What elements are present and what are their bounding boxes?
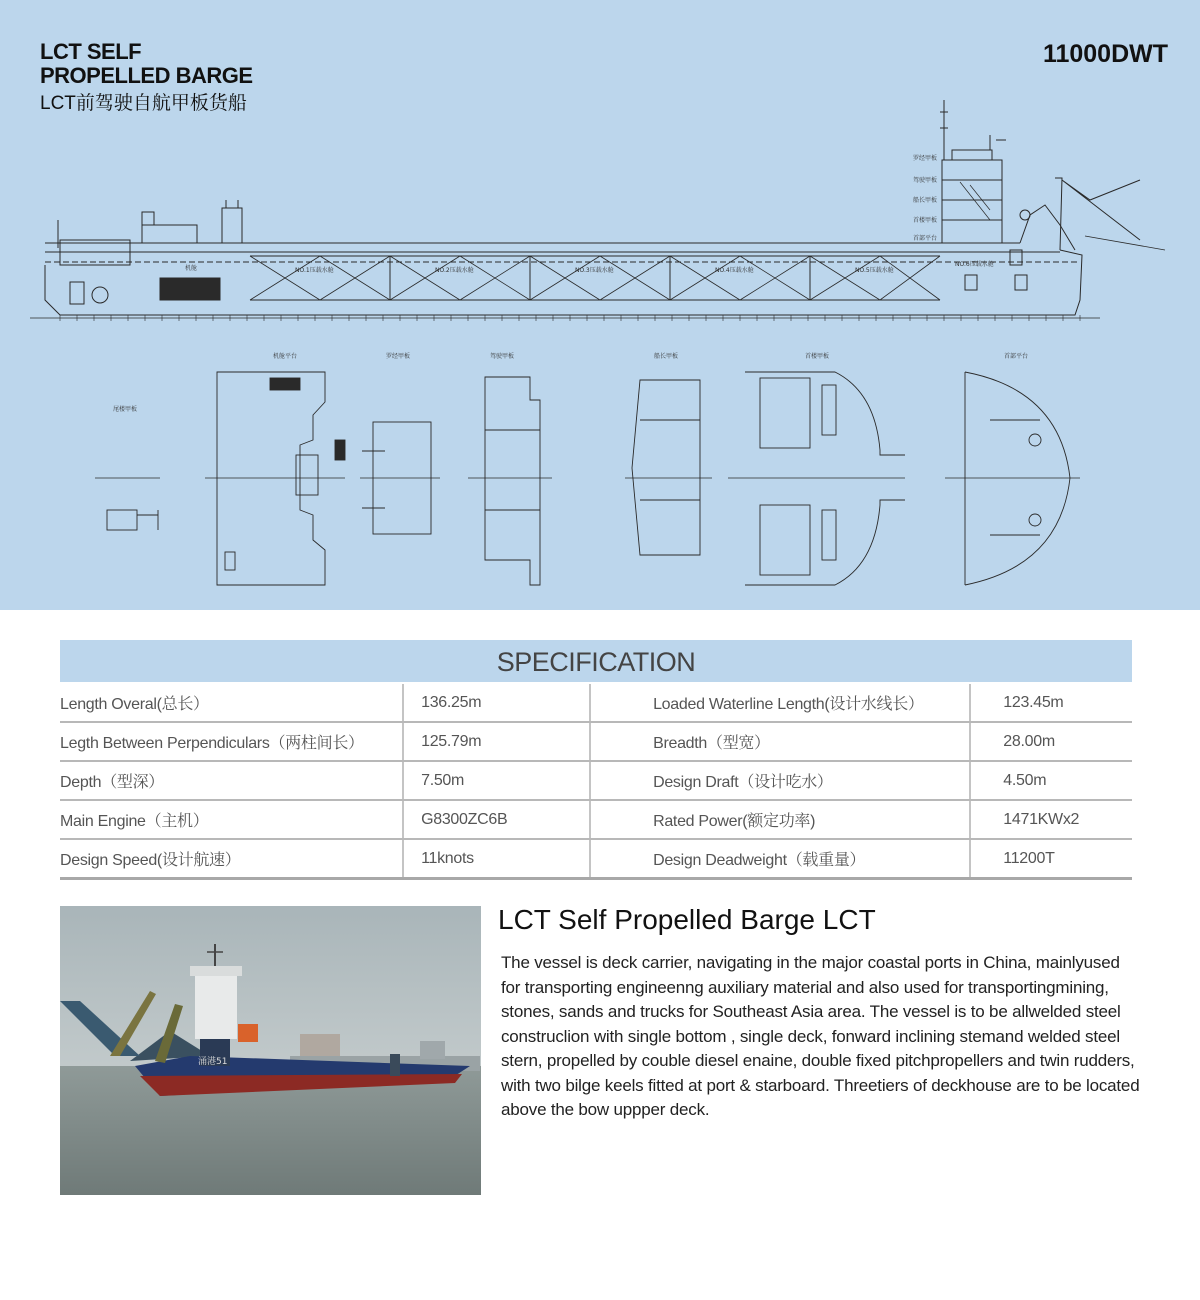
spec-label: Design Speed(设计航速） [60,839,403,879]
label-poop-deck: 尾楼甲板 [113,406,138,413]
label-forecastle-deck: 首楼甲板 [805,353,830,360]
spec-row [60,761,1132,800]
spec-label: Main Engine（主机） [60,800,403,839]
description-title: LCT Self Propelled Barge LCT [498,904,876,935]
label-engine-platform: 机舱平台 [273,353,298,360]
specification-table [60,684,1132,880]
label-engine-room: 机舱 [185,265,198,272]
spec-value: 136.25m [403,684,590,722]
spec-label: Length Overal(总长） [60,684,403,722]
vessel-photo [60,906,481,1195]
label-ballast-1: NO.1压载水舱 [295,267,334,274]
title-line-1: LCT SELF [40,39,142,64]
spec-row [60,800,1132,839]
label-compass-deck: 罗经甲板 [386,353,411,360]
ship-profile [30,100,1165,321]
label-ballast-3: NO.3压载水舱 [575,267,614,274]
document-title [40,40,253,88]
spec-label: Breadth（型宽） [590,722,970,761]
spec-value: 7.50m [403,761,590,800]
spec-label: Legth Between Perpendiculars（两柱间长） [60,722,403,761]
spec-label: Design Deadweight（载重量） [590,839,970,879]
spec-value: 125.79m [403,722,590,761]
document-title-chinese: LCT前驾驶自航甲板货船 [40,93,247,114]
spec-label: Loaded Waterline Length(设计水线长） [590,684,970,722]
spec-value: 1471KWx2 [970,800,1132,839]
spec-row [60,722,1132,761]
label-elev-captain: 船长甲板 [913,197,938,204]
spec-value: G8300ZC6B [403,800,590,839]
label-ballast-4: NO.4压载水舱 [715,267,754,274]
label-ballast-6: NO.6压载水舱 [955,261,994,268]
label-captain-deck: 船长甲板 [654,353,679,360]
spec-value: 11200T [970,839,1132,879]
spec-value: 123.45m [970,684,1132,722]
spec-row [60,839,1132,879]
specification-heading: SPECIFICATION [60,640,1132,682]
label-elev-forecastle: 首楼甲板 [913,217,938,224]
spec-value: 28.00m [970,722,1132,761]
label-ballast-2: NO.2压载水舱 [435,267,474,274]
label-bow-platform: 首部平台 [1004,353,1029,360]
label-elev-wheel: 驾驶甲板 [913,177,938,184]
hull-name: 涌港51 [198,1057,228,1067]
title-line-2: PROPELLED BARGE [40,63,253,88]
label-elev-bow: 首部平台 [913,235,938,242]
spec-value: 11knots [403,839,590,879]
plan-views [107,372,1070,585]
spec-label: Rated Power(额定功率) [590,800,970,839]
description-body: The vessel is deck carrier, navigating in the major coastal ports in China, mainlyused for transporting engineenng auxiliary material and also used for transportingmining, stones, sands and trucks for Southeast Asia area. The vessel is to be allwelded steel construclion with single bottom , single deck, fonward inclining stemand welded steel stern, propelled by couble diesel enaine, double fixed pitchpropellers and twin rudders, with two bilge keels fitted at port & starboard. Threetiers of deckhouse are to be located above the bow uppper deck. [501,953,1140,1119]
label-elev-compass: 罗经甲板 [913,155,938,162]
spec-value: 4.50m [970,761,1132,800]
spec-row [60,684,1132,722]
spec-label: Design Draft（设计吃水） [590,761,970,800]
spec-label: Depth（型深） [60,761,403,800]
deadweight-badge: 11000DWT [1042,40,1168,68]
label-ballast-5: NO.5压载水舱 [855,267,894,274]
label-wheelhouse-deck: 驾驶甲板 [490,353,515,360]
